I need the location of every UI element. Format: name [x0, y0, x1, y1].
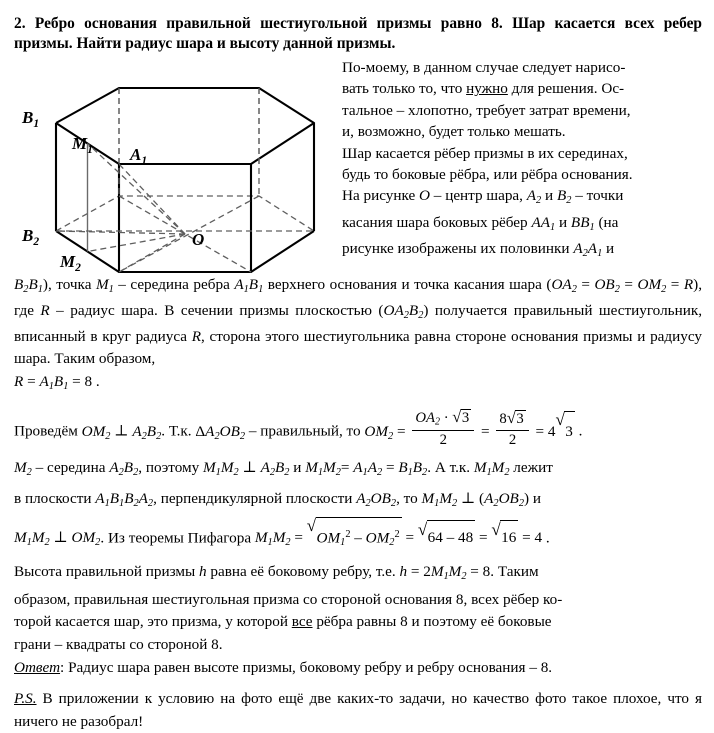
segment-OM2: [88, 234, 186, 252]
answer-label: Ответ: [14, 659, 61, 677]
problem-text: Ребро основания правильной шестиугольной призмы равно 8. Шар касается всех ребер призмы. Найти радиус шара и высоту данной призмы.: [14, 15, 702, 52]
prism-figure: [14, 61, 336, 273]
label-O: O: [192, 230, 205, 249]
label-A1: $A_1$: [130, 145, 148, 167]
proof-line-4: $M_1M_2$ ⊥ $OM_2$. Из теоремы Пифагора $M_1M_2$ = √ $OM_1^2 - OM_2^2$ = √ 64 – 48 = √ 16 = 4 .: [14, 517, 702, 560]
prism-svg: [14, 61, 336, 273]
proof-line-3: в плоскости $A_1B_1B_2A_2$, перпендикулярной плоскости $A_2OB_2$, то $M_1M_2$ ⊥ $(A_2OB_2)$ и: [14, 490, 541, 509]
emphasis-nuzhno: нужно: [466, 80, 508, 98]
fraction-OA2-sqrt3-over-2: $OA_2$ · √ 3 2: [412, 409, 474, 449]
sqrt-16: √ 16: [491, 520, 518, 555]
proof-line-7: торой касается шар, это призма, у которой все рёбра равны 8 и поэтому её боковые: [14, 613, 552, 631]
label-M2: $M_2$: [60, 252, 81, 273]
equation-R: $R = A_1B_1 = 8$ .: [14, 373, 100, 392]
proof-line-6: образом, правильная шестиугольная призма со стороной основания 8, всех рёбер ко-: [14, 590, 563, 608]
label-B2: $B_2$: [22, 226, 40, 248]
answer-text: Радиус шара равен высоте призмы, боковому ребру и ребру основания – 8.: [68, 659, 553, 677]
label-B1: $B_1$: [22, 108, 40, 130]
proof-line-8: грани – квадраты со стороной 8.: [14, 635, 223, 653]
math-AA1: AA: [531, 213, 551, 231]
math-B: B: [556, 187, 567, 205]
postscript-line: [14, 688, 702, 733]
problem-number: 2.: [14, 15, 26, 32]
sqrt-OM1sq-minus-OM2sq: √ $OM_1^2 - OM_2^2$: [307, 517, 402, 560]
math-BB1: BB: [570, 213, 590, 231]
sqrt-64-minus-48: √ 64 – 48: [418, 520, 475, 555]
sqrt-3: √ 3: [452, 407, 470, 427]
proof-line-1: Проведём $OM_2$ ⊥ $A_2B_2$. Т.к. $\Delta A_2OB_2$ – правильный, то $OM_2$ = $OA_2$ · √ 3 2 = 8 √ 3 2 = 4 √ 3 .: [14, 409, 702, 456]
top-hexagon: [56, 88, 314, 164]
emphasis-vse: все: [291, 613, 313, 631]
proof-block: [14, 409, 702, 656]
answer-line: Ответ: Радиус шара равен высоте призмы, боковому ребру и ребру основания – 8.: [14, 659, 553, 677]
sqrt-3-b: √ 3: [506, 408, 524, 428]
fraction-8sqrt3-over-2: 8 √ 3 2: [496, 410, 528, 449]
flow-paragraph: $B_2B_1$), точка $M_1$ – середина ребра $A_1B_1$ верхнего основания и точка касания шара $(OA_2 = OB_2 = OM_2 = R)$, где R – радиус шара. В сечении призмы плоскостью $(OA_2B_2)$ получается правильный шестиугольник, вписанный в круг радиуса R, сторона этого шестиугольника равна стороне основания призмы и радиусу шара. Таким образом,: [14, 276, 703, 367]
math-A: A: [526, 187, 537, 205]
postscript-text: В приложении к условию на фото ещё две каких-то задачи, но качество фото такое плохое, что я ничего не разобрал!: [14, 690, 702, 730]
bottom-hexagon-hidden: [56, 196, 314, 231]
segment-OA1: [119, 164, 185, 234]
commentary-para-1: По-моему, в данном случае следует нарисо- вать только то, что нужно для решения. Ос- тальное – хлопотно, требует затрат времени, и, возможно, будет только мешать. Шар касается рёбер призмы в их серединах, будь то боковые рёбра, или рёбра основания. На рисунке O – центр шара, $A_2$ и $B_2$ – точки касания шара боковых рёбер $AA_1$ и $BB_1$ (на рисунке изображены их половинки $A_2A_1$ и: [342, 59, 633, 259]
postscript-label: P.S.: [14, 690, 37, 708]
label-M1: $M_1$: [72, 134, 93, 156]
bottom-hexagon-visible: [56, 231, 314, 272]
sqrt-3-c: √ 3: [555, 411, 574, 452]
problem-statement: [14, 14, 702, 53]
proof-line-5: Высота правильной призмы h равна её боковому ребру, т.е. $h = 2M_1M_2 = 8$. Таким: [14, 563, 539, 582]
proof-line-2: $M_2$ – середина $A_2B_2$, поэтому $M_1M_2$ ⊥ $A_2B_2$ и $M_1M_2= A_1A_2 = B_1B_2$. А т.к. $M_1M_2$ лежит: [14, 459, 553, 479]
figure-and-commentary: [14, 57, 702, 273]
math-O: O: [419, 187, 430, 205]
